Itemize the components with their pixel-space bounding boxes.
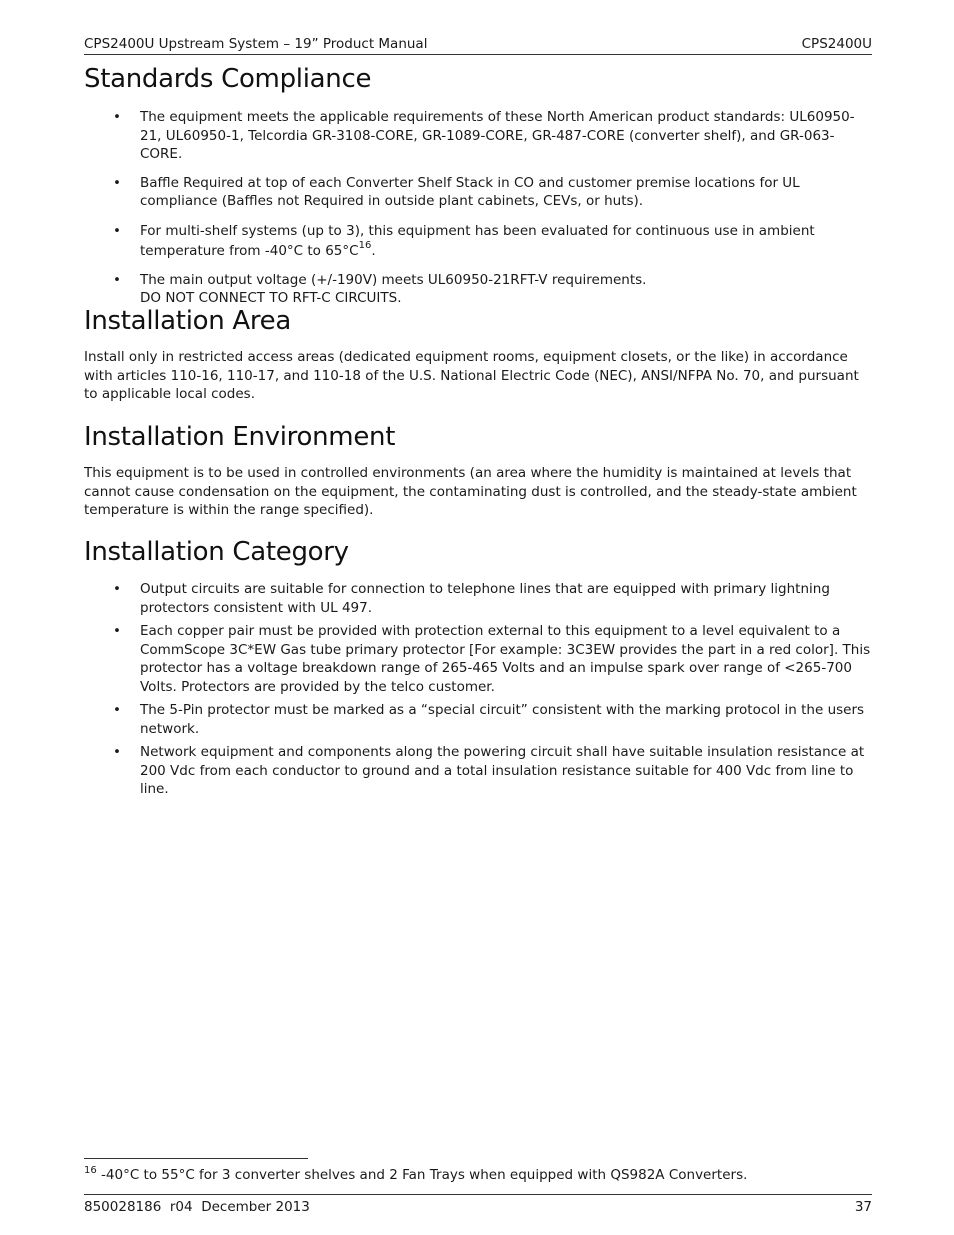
document-page <box>84 0 872 1235</box>
category-list <box>84 580 872 799</box>
heading-installation-category: Installation Category <box>84 537 349 567</box>
list-item: • Network equipment and components along the powering circuit shall have suitable insulation resistance at 200 Vdc from each conductor to ground and a total insulation resistance suitable for 400 Vdc from line to line. <box>113 744 865 797</box>
bullet-icon: • <box>113 174 121 191</box>
footnote-text: -40°C to 55°C for 3 converter shelves and 2 Fan Trays when equipped with QS982A Converters. <box>96 1167 748 1183</box>
list-item: • The 5-Pin protector must be marked as a “special circuit” consistent with the marking protocol in the users network. <box>113 702 865 737</box>
header-title: CPS2400U Upstream System – 19” Product Manual <box>84 36 428 52</box>
page-number: 37 <box>854 1199 872 1215</box>
standards-list <box>84 108 872 308</box>
bullet-icon: • <box>113 744 121 760</box>
installation-environment-text: This equipment is to be used in controlled environments (an area where the humidity is maintained at levels that cannot cause condensation on the equipment, the contaminating dust is controlled, and the steady-state ambient temperature is within the range specified). <box>84 465 857 518</box>
heading-installation-area: Installation Area <box>84 306 292 336</box>
bullet-icon: • <box>113 271 121 288</box>
warning-text: DO NOT CONNECT TO RFT-C CIRCUITS. <box>140 290 402 306</box>
footer-doc-id: 850028186 r04 December 2013 <box>84 1199 310 1215</box>
footnote-divider <box>84 1158 308 1159</box>
heading-standards-compliance: Standards Compliance <box>84 64 372 94</box>
footnote-ref[interactable]: 16 <box>358 240 372 251</box>
list-item: • Each copper pair must be provided with protection external to this equipment to a level equivalent to a CommScope 3C*EW Gas tube primary protector [For example: 3C3EW provides the part in a red color]. This protector has a voltage breakdown range of 265-465 Volts and an impulse spark over range of <265-700 Volts. Protectors are provided by the telco customer. <box>113 623 871 695</box>
footnote <box>84 1166 747 1185</box>
list-item: • Output circuits are suitable for connection to telephone lines that are equipped with primary lightning protectors consistent with UL 497. <box>113 581 830 616</box>
bullet-icon: • <box>113 581 121 597</box>
bullet-icon: • <box>113 702 121 718</box>
header-product: CPS2400U <box>801 36 872 52</box>
installation-area-text: Install only in restricted access areas (dedicated equipment rooms, equipment closets, or the like) in accordance with articles 110-16, 110-17, and 110-18 of the U.S. National Electric Code (NEC), ANSI/NFPA No. 70, and pursuant to applicable local codes. <box>84 349 859 402</box>
heading-installation-environment: Installation Environment <box>84 422 396 452</box>
footnote-mark: 16 <box>84 1164 97 1176</box>
list-item: • For multi-shelf systems (up to 3), this equipment has been evaluated for continuous use in ambient temperature from -40°C to $65^\circ C^{16}$. <box>113 222 815 259</box>
list-item: • The main output voltage (+/-190V) meets UL60950-21RFT-V requirements. DO NOT CONNECT TO RFT-C CIRCUITS. <box>113 271 647 306</box>
list-item: • Baffle Required at top of each Converter Shelf Stack in CO and customer premise locations for UL compliance (Baffles not Required in outside plant cabinets, CEVs, or huts). <box>113 174 800 209</box>
bullet-icon: • <box>113 623 121 639</box>
page-header <box>84 34 872 55</box>
page-footer <box>84 1194 872 1215</box>
list-item: • The equipment meets the applicable requirements of these North American product standards: UL60950-21, UL60950-1, Telcordia GR-3108-CORE, GR-1089-CORE, GR-487-CORE (converter shelf), and GR-063-CORE. <box>113 109 855 162</box>
bullet-icon: • <box>113 222 121 239</box>
bullet-icon: • <box>113 109 121 125</box>
